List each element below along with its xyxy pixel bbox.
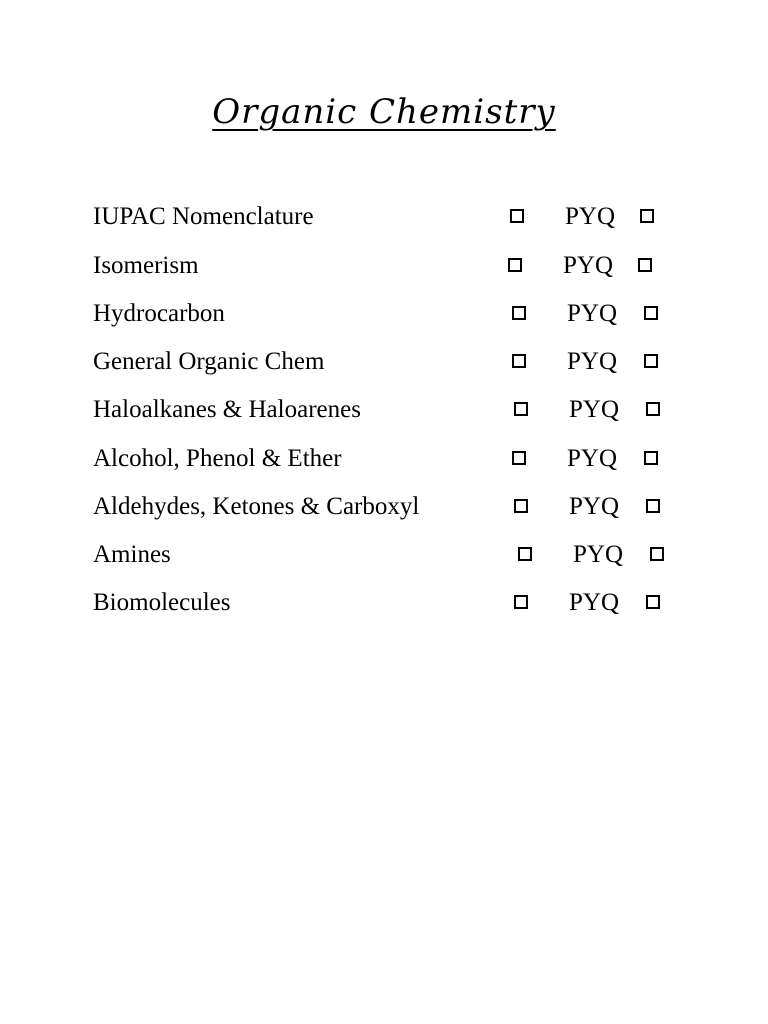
pyq-checkbox[interactable] [638, 258, 652, 272]
list-item [0, 345, 768, 379]
pyq-label: PYQ [567, 300, 618, 327]
pyq-checkbox[interactable] [644, 354, 658, 368]
done-checkbox[interactable] [510, 209, 524, 223]
pyq-label: PYQ [565, 203, 616, 230]
pyq-checkbox[interactable] [646, 402, 660, 416]
done-checkbox[interactable] [518, 547, 532, 561]
pyq-label: PYQ [567, 445, 618, 472]
page-title: Organic Chemistry [212, 92, 556, 132]
done-checkbox[interactable] [512, 354, 526, 368]
list-item [0, 442, 768, 476]
list-item [0, 393, 768, 427]
pyq-checkbox[interactable] [646, 595, 660, 609]
pyq-checkbox[interactable] [644, 306, 658, 320]
pyq-label: PYQ [563, 252, 614, 279]
pyq-checkbox[interactable] [646, 499, 660, 513]
pyq-label: PYQ [569, 493, 620, 520]
topic-label: Aldehydes, Ketones & Carboxyl [93, 493, 420, 520]
topic-label: Amines [93, 541, 171, 568]
topic-label: Isomerism [93, 252, 199, 279]
pyq-label: PYQ [573, 541, 624, 568]
pyq-label: PYQ [567, 348, 618, 375]
done-checkbox[interactable] [514, 595, 528, 609]
pyq-checkbox[interactable] [644, 451, 658, 465]
list-item [0, 249, 768, 283]
list-item [0, 538, 768, 572]
done-checkbox[interactable] [514, 499, 528, 513]
done-checkbox[interactable] [512, 451, 526, 465]
done-checkbox[interactable] [512, 306, 526, 320]
topic-label: Alcohol, Phenol & Ether [93, 445, 342, 472]
list-item [0, 490, 768, 524]
done-checkbox[interactable] [514, 402, 528, 416]
pyq-label: PYQ [569, 396, 620, 423]
topic-label: General Organic Chem [93, 348, 325, 375]
list-item [0, 586, 768, 620]
pyq-checkbox[interactable] [650, 547, 664, 561]
pyq-label: PYQ [569, 589, 620, 616]
pyq-checkbox[interactable] [640, 209, 654, 223]
list-item [0, 200, 768, 234]
done-checkbox[interactable] [508, 258, 522, 272]
topic-label: IUPAC Nomenclature [93, 203, 314, 230]
topic-label: Hydrocarbon [93, 300, 225, 327]
topic-label: Haloalkanes & Haloarenes [93, 396, 361, 423]
list-item [0, 297, 768, 331]
topic-label: Biomolecules [93, 589, 231, 616]
